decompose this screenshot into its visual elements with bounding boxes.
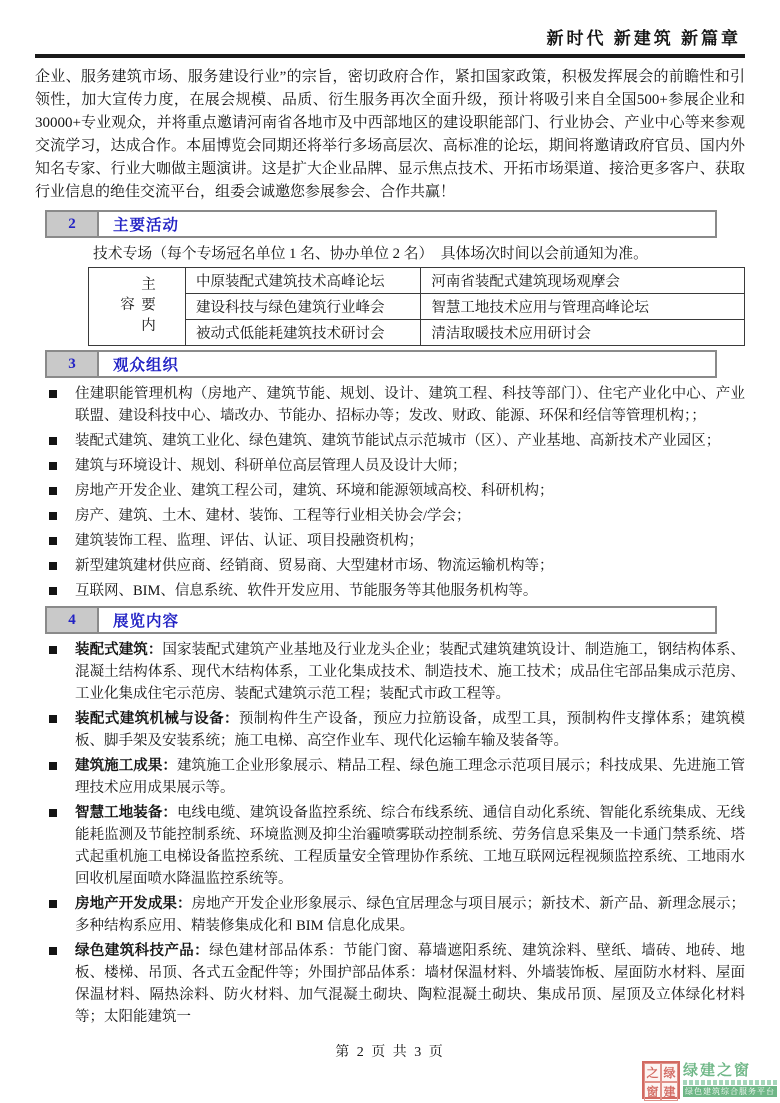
header-double-rule bbox=[35, 54, 745, 58]
activities-table bbox=[88, 267, 745, 346]
square-bullet-icon bbox=[49, 762, 57, 770]
section-number: 4 bbox=[47, 608, 99, 632]
table-row bbox=[89, 294, 745, 320]
list-item-text: 房产、建筑、土木、建材、装饰、工程等行业相关协会/学会； bbox=[75, 508, 471, 524]
logo-name: 绿建之窗 bbox=[683, 1063, 752, 1079]
list-item bbox=[47, 940, 745, 1028]
section-title: 主要活动 bbox=[113, 217, 180, 234]
list-item-text: 建筑施工企业形象展示、精品工程、绿色施工理念示范项目展示；科技成果、先进施工管理技术应用成果展示等。 bbox=[75, 758, 745, 796]
list-item-lead: 建筑施工成果： bbox=[75, 758, 177, 774]
list-item-text: 新型建筑建材供应商、经销商、贸易商、大型建材市场、物流运输机构等； bbox=[75, 558, 554, 574]
list-item bbox=[47, 708, 745, 752]
table-cell: 被动式低能耗建筑技术研讨会 bbox=[186, 320, 421, 346]
list-item bbox=[47, 505, 745, 527]
list-item-text: 住建职能管理机构（房地产、建筑节能、规划、设计、建筑工程、科技等部门）、住宅产业化中心、产业联盟、建设科技中心、墙改办、节能办、招标办等；发改、财政、能源、环保和经信等管理机构；； bbox=[75, 386, 745, 424]
stamp-character: 建 bbox=[661, 1082, 678, 1101]
list-item bbox=[47, 383, 745, 427]
section-number: 2 bbox=[47, 212, 99, 236]
list-item-text: 建筑装饰工程、监理、评估、认证、项目投融资机构； bbox=[75, 533, 423, 549]
stamp-character: 绿 bbox=[661, 1063, 678, 1082]
section-title: 展览内容 bbox=[113, 613, 180, 630]
logo-tagline: 绿色建筑综合服务平台 bbox=[685, 1087, 775, 1096]
logo-fineprint-decoration bbox=[683, 1080, 777, 1085]
list-item-lead: 绿色建筑科技产品： bbox=[75, 943, 210, 959]
table-row bbox=[89, 320, 745, 346]
section-header-activities bbox=[45, 210, 717, 238]
square-bullet-icon bbox=[49, 562, 57, 570]
watermark-logo bbox=[642, 1061, 777, 1099]
activities-note: 技术专场（每个专场冠名单位 1 名、协办单位 2 名） 具体场次时间以会前通知为准。 bbox=[93, 246, 648, 262]
square-bullet-icon bbox=[49, 462, 57, 470]
list-item bbox=[47, 893, 745, 937]
square-bullet-icon bbox=[49, 809, 57, 817]
page-header-slogan: 新时代 新建筑 新篇章 bbox=[546, 29, 741, 48]
table-row bbox=[89, 268, 745, 294]
square-bullet-icon bbox=[49, 537, 57, 545]
list-item bbox=[47, 530, 745, 552]
section-header-exhibits bbox=[45, 606, 717, 634]
stamp-character: 窗 bbox=[644, 1082, 661, 1101]
list-item bbox=[47, 555, 745, 577]
exhibits-bullet-list bbox=[47, 639, 745, 1028]
list-item-text: 互联网、BIM、信息系统、软件开发应用、节能服务等其他服务机构等。 bbox=[75, 583, 538, 599]
list-item-text: 装配式建筑、建筑工业化、绿色建筑、建筑节能试点示范城市（区）、产业基地、高新技术产业园区； bbox=[75, 433, 721, 449]
list-item bbox=[47, 755, 745, 799]
section-header-audience bbox=[45, 350, 717, 378]
table-cell: 智慧工地技术应用与管理高峰论坛 bbox=[421, 294, 745, 320]
list-item bbox=[47, 430, 745, 452]
list-item-text: 房地产开发企业、建筑工程公司，建筑、环境和能源领域高校、科研机构； bbox=[75, 483, 554, 499]
table-cell: 建设科技与绿色建筑行业峰会 bbox=[186, 294, 421, 320]
table-row-header: 主要内容 bbox=[89, 268, 186, 346]
section-title: 观众组织 bbox=[113, 357, 180, 374]
square-bullet-icon bbox=[49, 487, 57, 495]
list-item-lead: 装配式建筑机械与设备： bbox=[75, 711, 239, 727]
list-item bbox=[47, 639, 745, 705]
intro-paragraph: 企业、服务建筑市场、服务建设行业”的宗旨，密切政府合作，紧扣国家政策，积极发挥展会的前瞻性和引领性，加大宣传力度，在展会规模、品质、衍生服务再次全面升级，预计将吸引来自全国500+参展企业和30000+专业观众，并将重点邀请河南省各地市及中西部地区的建设职能部门、行业协会、产业中心等来参观交流学习，达成合作。本届博览会同期还将举行多场高层次、高标准的论坛，期间将邀请政府官员、国内外知名专家、行业大咖做主题演讲。这是扩大企业品牌、显示焦点技术、开拓市场渠道、接洽更多客户、获取行业信息的绝佳交流平台，组委会诚邀您参展参会、合作共赢！ bbox=[35, 69, 745, 200]
square-bullet-icon bbox=[49, 715, 57, 723]
list-item-text: 国家装配式建筑产业基地及行业龙头企业；装配式建筑建筑设计、制造施工，钢结构体系、混凝土结构体系、现代木结构体系，工业化集成技术、制造技术、施工技术；成品住宅部品集成示范房、工业化集成住宅示范房、装配式建筑示范工程；装配式市政工程等。 bbox=[75, 642, 746, 702]
square-bullet-icon bbox=[49, 512, 57, 520]
list-item-lead: 智慧工地装备： bbox=[75, 805, 177, 821]
stamp-character: 之 bbox=[644, 1063, 661, 1082]
list-item-text: 绿色建材部品体系：节能门窗、幕墙遮阳系统、建筑涂料、壁纸、墙砖、地砖、地板、楼梯、吊顶、各式五金配件等；外围护部品体系：墙材保温材料、外墙装饰板、屋面防水材料、屋面保温材料、隔热涂料、防火材料、加气混凝土砌块、陶粒混凝土砌块、集成吊顶、屋顶及立体绿化材料等；太阳能建筑一 bbox=[75, 943, 746, 1025]
square-bullet-icon bbox=[49, 900, 57, 908]
list-item bbox=[47, 802, 745, 890]
list-item-lead: 房地产开发成果： bbox=[75, 896, 192, 912]
section-number: 3 bbox=[47, 352, 99, 376]
list-item bbox=[47, 480, 745, 502]
list-item bbox=[47, 455, 745, 477]
red-seal-stamp bbox=[642, 1061, 680, 1099]
square-bullet-icon bbox=[49, 947, 57, 955]
audience-bullet-list bbox=[47, 383, 745, 602]
list-item-text: 建筑与环境设计、规划、科研单位高层管理人员及设计大师； bbox=[75, 458, 467, 474]
list-item-lead: 装配式建筑： bbox=[75, 642, 163, 658]
list-item-text: 预制构件生产设备，预应力拉筋设备，成型工具，预制构件支撑体系；建筑模板、脚手架及安装系统；施工电梯、高空作业车、现代化运输车输及装备等。 bbox=[75, 711, 745, 749]
square-bullet-icon bbox=[49, 646, 57, 654]
square-bullet-icon bbox=[49, 390, 57, 398]
page-number: 第 2 页 共 3 页 bbox=[335, 1045, 445, 1060]
table-cell: 清洁取暖技术应用研讨会 bbox=[421, 320, 745, 346]
table-cell: 河南省装配式建筑现场观摩会 bbox=[421, 268, 745, 294]
table-cell: 中原装配式建筑技术高峰论坛 bbox=[186, 268, 421, 294]
list-item-text: 电线电缆、建筑设备监控系统、综合布线系统、通信自动化系统、智能化系统集成、无线能耗监测及节能控制系统、环境监测及抑尘治霾喷雾联动控制系统、劳务信息采集及一卡通门禁系统、塔式起重机施工电梯设备监控系统、工程质量安全管理协作系统、工地互联网远程视频监控系统、工地雨水回收机屋面喷水降温监控系统等。 bbox=[75, 805, 745, 887]
list-item-text: 房地产开发企业形象展示、绿色宜居理念与项目展示；新技术、新产品、新理念展示；多种结构系应用、精装修集成化和 BIM 信息化成果。 bbox=[75, 896, 746, 934]
square-bullet-icon bbox=[49, 587, 57, 595]
square-bullet-icon bbox=[49, 437, 57, 445]
list-item bbox=[47, 580, 745, 602]
